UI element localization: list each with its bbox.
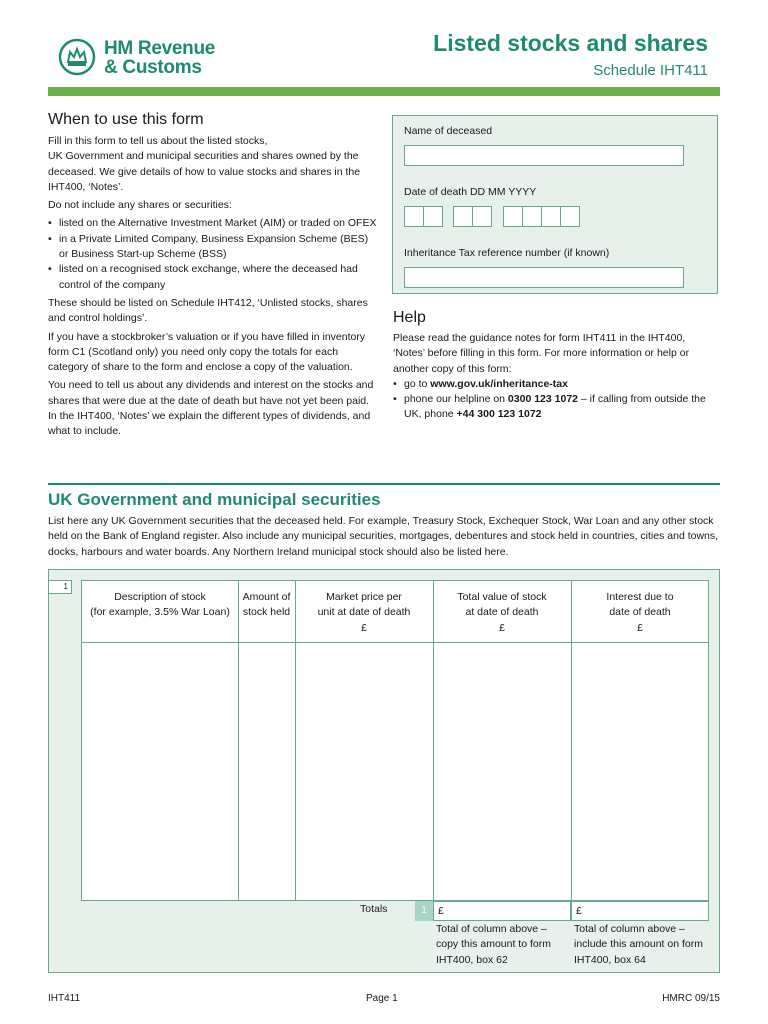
total-interest-field[interactable]: £ xyxy=(571,901,709,921)
total-value-field[interactable]: £ xyxy=(433,901,571,921)
exclusion-list xyxy=(48,216,378,292)
exclusion-item: • listed on a recognised stock exchange, where the deceased had control of the company xyxy=(48,262,378,293)
helpline-number: 0300 123 1072 xyxy=(507,393,578,406)
help-website-link[interactable]: www.gov.uk/inheritance-tax xyxy=(430,377,568,390)
total-interest-note: Total of column above – include this amount on form IHT400, box 64 xyxy=(574,923,703,966)
date-of-death-day-2[interactable] xyxy=(423,206,443,227)
header-divider-bar xyxy=(48,87,720,96)
date-of-death-year-4[interactable] xyxy=(560,206,580,227)
column-header-line: stock held xyxy=(242,606,291,619)
exclusion-item: • listed on the Alternative Investment Market (AIM) or traded on OFEX xyxy=(48,216,378,231)
date-of-death-label: Date of death DD MM YYYY xyxy=(404,186,537,198)
column-header-total-value xyxy=(433,590,571,636)
date-of-death-year-1[interactable] xyxy=(503,206,523,227)
date-of-death-month-1[interactable] xyxy=(453,206,473,227)
document-title: Listed stocks and shares xyxy=(433,30,708,56)
question-number-badge: 1 xyxy=(48,580,72,594)
footer-page-number: Page 1 xyxy=(366,993,398,1004)
name-of-deceased-label: Name of deceased xyxy=(404,125,493,137)
when-paragraph-2: Do not include any shares or securities: xyxy=(48,199,232,212)
column-header-interest xyxy=(571,590,709,636)
help-list xyxy=(393,377,713,423)
securities-table[interactable] xyxy=(81,580,709,901)
when-paragraph-4: If you have a stockbroker’s valuation or if you have filled in inventory form C1 (Scotland only) you need only copy the totals for each category of share to the form and enclose a copy of the valuation. xyxy=(48,330,366,374)
total-value-note: Total of column above – copy this amount to form IHT400, box 62 xyxy=(436,923,551,966)
when-p1-line1: Fill in this form to tell us about the listed stocks, xyxy=(48,135,268,147)
date-of-death-day-1[interactable] xyxy=(404,206,424,227)
date-of-death-year-2[interactable] xyxy=(522,206,542,227)
column-header-line: Interest due to xyxy=(606,591,674,603)
column-header-description xyxy=(82,590,238,621)
when-paragraph-1 xyxy=(48,134,378,195)
column-header-line: Market price per xyxy=(326,591,402,603)
iht-reference-label: Inheritance Tax reference number (if known) xyxy=(404,247,610,259)
logo-text-line1: HM Revenue xyxy=(104,38,216,59)
when-paragraph-5: You need to tell us about any dividends and interest on the stocks and shares that were due at the date of death but have not yet been paid. In the IHT400, ‘Notes’ we explain the different types of dividends, and what to include. xyxy=(48,379,374,438)
help-phone-prefix: phone our helpline on xyxy=(404,393,508,406)
column-divider xyxy=(238,581,239,900)
when-paragraph-3: These should be listed on Schedule IHT412, ‘Unlisted stocks, shares and control holdings’. xyxy=(48,296,368,325)
section-heading: UK Government and municipal securities xyxy=(48,490,381,509)
column-header-currency: £ xyxy=(637,621,643,634)
column-header-currency: £ xyxy=(499,621,505,634)
date-of-death-year-3[interactable] xyxy=(541,206,561,227)
column-header-line: unit at date of death xyxy=(317,606,411,619)
when-to-use-heading: When to use this form xyxy=(48,111,204,128)
column-header-line: date of death xyxy=(609,606,671,619)
exclusion-item: • in a Private Limited Company, Business Expansion Scheme (BES) or Business Start-up Scheme (BSS) xyxy=(48,232,378,263)
column-header-line: at date of death xyxy=(465,606,539,619)
header-divider xyxy=(82,642,708,643)
column-header-currency: £ xyxy=(361,621,367,634)
help-paragraph: Please read the guidance notes for form IHT411 in the IHT400, ‘Notes’ before filling in this form. For more information or help or another copy of this form: xyxy=(393,332,690,375)
international-helpline-number: +44 300 123 1072 xyxy=(456,408,542,421)
section-intro: List here any UK Government securities that the deceased held. For example, Treasury Stock, Exchequer Stock, War Loan and any other stock held on the Bank of England register. Also include any municipal securities, mortgages, debentures and stock held in countries, cities and towns, docks, harbours and water boards. Any Northern Ireland municipal stock should also be listed here. xyxy=(48,515,719,558)
section-divider xyxy=(48,483,720,485)
deceased-details-panel xyxy=(392,115,718,294)
when-to-use-body xyxy=(48,134,378,443)
column-header-line: (for example, 3.5% War Loan) xyxy=(90,606,230,619)
help-website-prefix: go to xyxy=(404,377,431,390)
column-header-amount xyxy=(238,590,295,621)
logo-text-line2: & Customs xyxy=(104,57,202,78)
totals-label: Totals xyxy=(360,903,388,915)
column-header-line: Description of stock xyxy=(114,591,206,603)
footer-version: HMRC 09/15 xyxy=(662,993,720,1004)
help-item-phone xyxy=(393,392,713,423)
help-heading: Help xyxy=(393,309,426,326)
iht-reference-input[interactable] xyxy=(404,267,684,288)
date-of-death-month-2[interactable] xyxy=(472,206,492,227)
help-item-website xyxy=(393,377,713,392)
when-p1-rest: UK Government and municipal securities and shares owned by the deceased. We give details of how to value stocks and shares in the IHT400, ‘Notes’. xyxy=(48,150,361,193)
hmrc-logo xyxy=(58,38,228,82)
column-header-market-price xyxy=(295,590,433,636)
footer-form-id: IHT411 xyxy=(48,993,81,1004)
name-of-deceased-input[interactable] xyxy=(404,145,684,166)
column-header-line: Amount of xyxy=(242,591,291,603)
crown-crest-icon xyxy=(58,38,96,76)
help-body xyxy=(393,331,713,423)
column-header-line: Total value of stock xyxy=(457,591,547,603)
document-subtitle: Schedule IHT411 xyxy=(593,62,708,79)
totals-box-number: 1 xyxy=(415,901,433,921)
help-phone-mid: – if calling from outside the UK, phone xyxy=(404,393,706,421)
